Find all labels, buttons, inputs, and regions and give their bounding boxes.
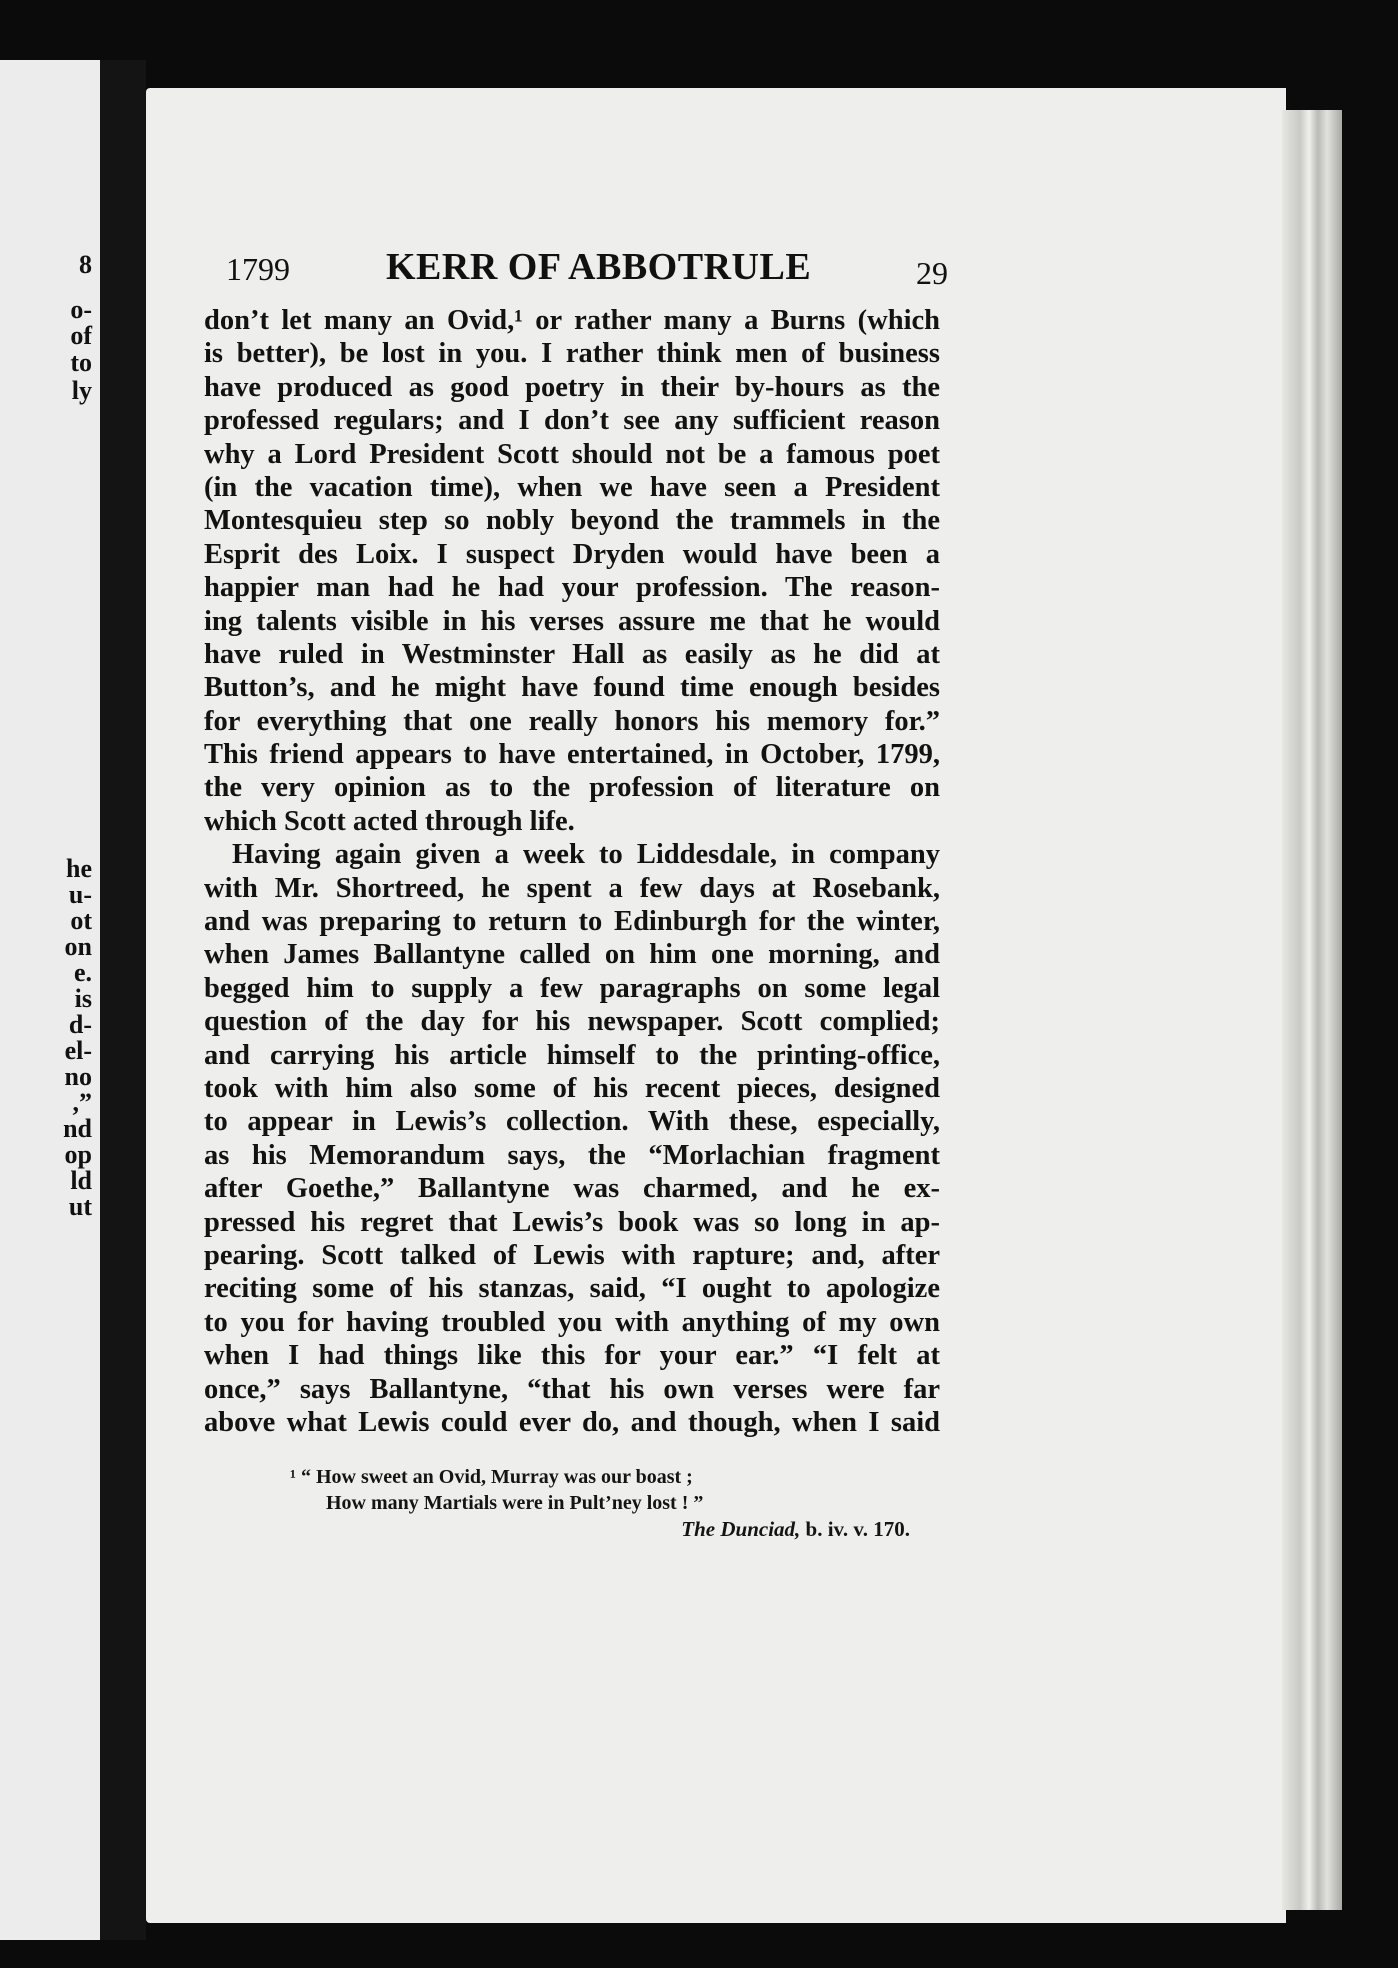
text-line: after Goethe,” Ballantyne was charmed, and he ex-	[204, 1173, 940, 1205]
left-page-fragment: u-	[68, 880, 92, 909]
text-line: (in the vacation time), when we have seen a President	[204, 471, 940, 503]
body-text	[204, 304, 940, 1439]
left-facing-page	[0, 60, 100, 1940]
text-line: reciting some of his stanzas, said, “I ought to apologize	[204, 1273, 940, 1305]
text-line: This friend appears to have entertained, in October, 1799,	[204, 739, 940, 771]
text-line: have ruled in Westminster Hall as easily as he did at	[204, 638, 940, 670]
text-line: professed regulars; and I don’t see any sufficient reason	[204, 405, 940, 437]
left-page-fragment: d-	[68, 1010, 92, 1039]
text-line: why a Lord President Scott should not be a famous poet	[204, 438, 940, 470]
text-line: and was preparing to return to Edinburgh for the winter,	[204, 906, 940, 938]
text-line: with Mr. Shortreed, he spent a few days at Rosebank,	[204, 872, 940, 904]
footnote-line: How many Martials were in Pult’ney lost ! ”	[326, 1492, 704, 1514]
running-header	[226, 245, 948, 295]
left-page-fragment: 8	[79, 250, 92, 279]
left-page-fragment: to	[70, 348, 92, 377]
text-line: pearing. Scott talked of Lewis with rapture; and, after	[204, 1239, 940, 1271]
left-page-fragment: no	[64, 1062, 92, 1091]
left-page-fragment: ut	[68, 1192, 92, 1221]
text-line: happier man had he had your profession. The reason-	[204, 572, 940, 604]
left-page-fragment: ot	[70, 906, 92, 935]
page-edges	[1282, 110, 1342, 1910]
left-page-fragment: on	[64, 932, 92, 961]
text-line: to you for having troubled you with anything of my own	[204, 1306, 940, 1338]
left-page-fragment: of	[70, 321, 92, 350]
left-page-fragment: is	[74, 984, 92, 1013]
footnote-line: ¹ “ How sweet an Ovid, Murray was our boast ;	[290, 1466, 693, 1488]
text-line: Montesquieu step so nobly beyond the trammels in the	[204, 505, 940, 537]
text-line: have produced as good poetry in their by-hours as the	[204, 371, 940, 403]
left-page-fragment: op	[64, 1140, 92, 1169]
text-line: is better), be lost in you. I rather think men of business	[204, 338, 940, 370]
text-line: Esprit des Loix. I suspect Dryden would have been a	[204, 538, 940, 570]
book-gutter	[100, 60, 146, 1940]
text-line: to appear in Lewis’s collection. With these, especially,	[204, 1106, 940, 1138]
left-page-fragment: e.	[73, 958, 92, 987]
text-line: once,” says Ballantyne, “that his own verses were far	[204, 1373, 940, 1405]
left-page-fragment: ly	[71, 376, 92, 405]
citation-title: The Dunciad,	[681, 1517, 801, 1541]
header-title: KERR OF ABBOTRULE	[386, 246, 812, 288]
text-line: question of the day for his newspaper. Scott complied;	[204, 1006, 940, 1038]
left-page-fragment: el-	[64, 1036, 92, 1065]
text-line: above what Lewis could ever do, and though, when I said	[204, 1406, 940, 1438]
text-line: the very opinion as to the profession of literature on	[204, 772, 940, 804]
text-line: when I had things like this for your ear.” “I felt at	[204, 1340, 940, 1372]
text-line: pressed his regret that Lewis’s book was so long in ap-	[204, 1206, 940, 1238]
left-page-fragment: o-	[70, 295, 92, 324]
text-line: don’t let many an Ovid,¹ or rather many a Burns (which	[204, 305, 940, 336]
footnote	[290, 1464, 910, 1542]
text-line: begged him to supply a few paragraphs on some legal	[204, 972, 940, 1004]
text-line: ing talents visible in his verses assure me that he would	[204, 605, 940, 637]
text-line: as his Memorandum says, the “Morlachian fragment	[204, 1139, 940, 1171]
footnote-citation	[290, 1516, 910, 1542]
text-line: Button’s, and he might have found time enough besides	[204, 672, 940, 704]
text-line: and carrying his article himself to the printing-office,	[204, 1039, 940, 1071]
text-line: took with him also some of his recent pieces, designed	[204, 1072, 940, 1104]
citation-reference: b. iv. v. 170.	[800, 1517, 910, 1541]
header-year: 1799	[226, 251, 290, 287]
left-page-fragment: ,”	[72, 1088, 92, 1117]
text-line: Having again given a week to Liddesdale, in company	[232, 839, 940, 871]
text-line: which Scott acted through life.	[204, 805, 575, 837]
page-number: 29	[916, 255, 948, 291]
left-page-fragment: he	[66, 854, 92, 883]
text-line: for everything that one really honors his memory for.”	[204, 705, 940, 737]
left-page-fragment: nd	[63, 1114, 92, 1143]
left-page-fragment: ld	[70, 1166, 92, 1195]
text-line: when James Ballantyne called on him one morning, and	[204, 939, 940, 971]
